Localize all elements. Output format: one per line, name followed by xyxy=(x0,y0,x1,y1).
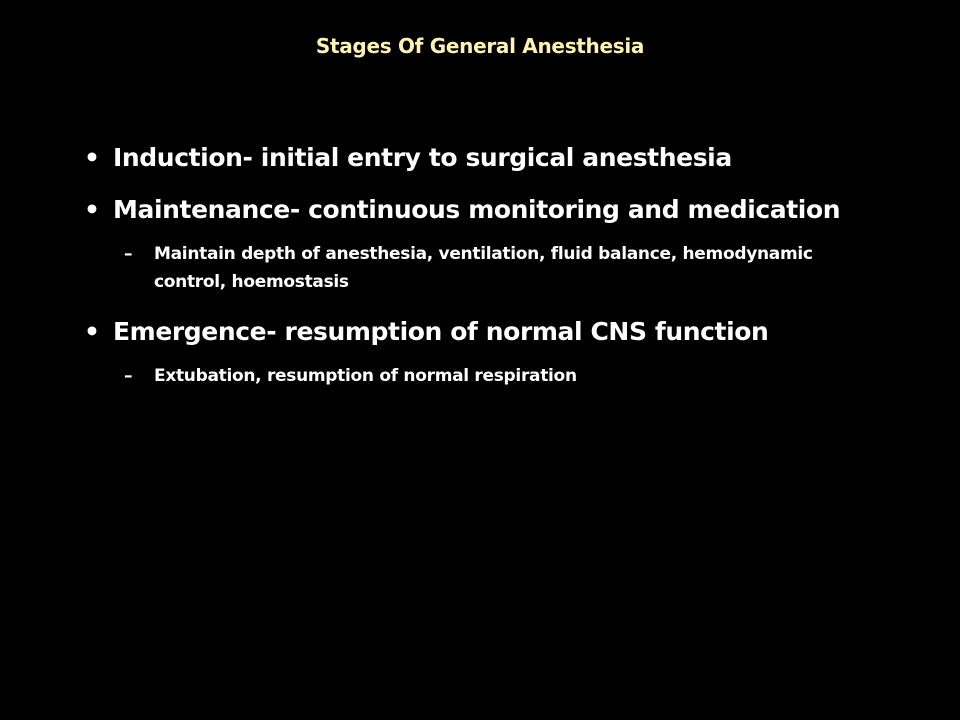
sub-bullet-text: Extubation, resumption of normal respiration xyxy=(154,366,577,386)
bullet-glyph: • xyxy=(84,195,100,224)
sub-bullet-text: Maintain depth of anesthesia, ventilation, fluid balance, hemodynamic control, hoemostasis xyxy=(154,244,813,292)
sub-bullet-emergence xyxy=(84,362,884,390)
bullet-text: Induction- initial entry to surgical anesthesia xyxy=(113,143,732,172)
sub-bullet-maintenance xyxy=(84,240,884,296)
bullet-glyph: • xyxy=(84,317,100,346)
bullet-induction xyxy=(84,138,884,178)
slide-body xyxy=(84,138,884,390)
slide-title: Stages Of General Anesthesia xyxy=(315,34,645,58)
bullet-maintenance xyxy=(84,190,884,230)
bullet-text: Maintenance- continuous monitoring and medication xyxy=(113,195,841,224)
sub-bullet-glyph: – xyxy=(124,366,133,386)
bullet-glyph: • xyxy=(84,143,100,172)
sub-bullet-glyph: – xyxy=(124,244,133,264)
bullet-text: Emergence- resumption of normal CNS function xyxy=(113,317,769,346)
bullet-emergence xyxy=(84,312,884,352)
